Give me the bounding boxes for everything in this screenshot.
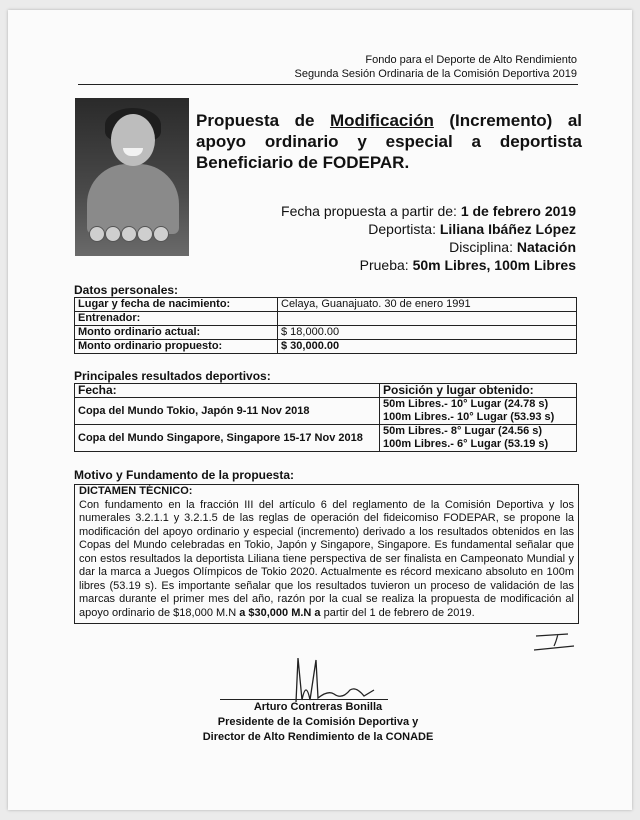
table-row: Copa del Mundo Singapore, Singapore 15-17 Nov 2018 50m Libres.- 8° Lugar (24.56 s) 100m Libres.- 6° Lugar (53.19 s) [75, 425, 577, 452]
signer-role-2: Director de Alto Rendimiento de la CONADE [202, 731, 434, 743]
header-session: Segunda Sesión Ordinaria de la Comisión Deportiva 2019 [294, 68, 577, 80]
dictamen-heading: DICTAMEN TÉCNICO: [79, 485, 193, 497]
signature-image [270, 650, 380, 706]
fecha-line: Fecha propuesta a partir de: 1 de febrero 2019 [281, 203, 576, 219]
handwritten-mark [528, 628, 578, 658]
prueba-line: Prueba: 50m Libres, 100m Libres [359, 257, 576, 273]
table-header-row: Fecha: Posición y lugar obtenido: [75, 384, 577, 398]
datos-personales-table [74, 297, 577, 354]
athlete-photo [75, 98, 189, 256]
header-organization: Fondo para el Deporte de Alto Rendimiento [365, 54, 577, 66]
title-underlined-word: Modificación [329, 111, 434, 130]
table-row: Monto ordinario actual: $ 18,000.00 [75, 326, 577, 340]
disciplina-line: Disciplina: Natación [449, 239, 576, 255]
document-header [294, 53, 577, 81]
table-row: Lugar y fecha de nacimiento: Celaya, Guanajuato. 30 de enero 1991 [75, 298, 577, 312]
header-divider [78, 84, 578, 85]
datos-personales-title: Datos personales: [74, 283, 179, 297]
table-row: Monto ordinario propuesto: $ 30,000.00 [75, 340, 577, 354]
deportista-line: Deportista: Liliana Ibáñez López [368, 221, 576, 237]
motivo-title: Motivo y Fundamento de la propuesta: [74, 468, 295, 482]
signature-block [168, 700, 468, 745]
dictamen-box [74, 484, 579, 624]
table-row: Copa del Mundo Tokio, Japón 9-11 Nov 2018 50m Libres.- 10° Lugar (24.78 s) 100m Libres.- 10° Lugar (53.93 s) [75, 398, 577, 425]
resultados-table [74, 383, 577, 452]
dictamen-text: Con fundamento en la fracción III del artículo 6 del reglamento de la Comisión Deportiva y los numerales 3.2.1.1 y 3.2.1.5 de las reglas de operación del fideicomiso FODEPAR, se propone la modificación del apoyo ordinario y especial (incremento) derivado a los resultados obtenidos en las Copas del Mundo celebradas en Tokio, Japón y Singapore, Singapore. Es fundamental señalar que con estos resultados la deportista Liliana tiene perspectiva de ser finalista en Campeonato Mundial y dar la marca a Juegos Olímpicos de Tokio 2020. Actualmente es récord mexicano absoluto en 100m libres (53.19 s). Es importante señalar que los resultados tuvieron un proceso de validación de las marcas durante el primer mes del año, razón por la cual se realiza la propuesta de modificación al apoyo ordinario de $18,000 M.N a $30,000 M.N a partir del 1 de febrero de 2019. [79, 498, 574, 619]
signer-role: Presidente de la Comisión Deportiva y [217, 716, 419, 728]
resultados-title: Principales resultados deportivos: [74, 369, 271, 383]
table-row: Entrenador: [75, 312, 577, 326]
document-title: Propuesta de Modificación (Incremento) al apoyo ordinario y especial a deportista Beneficiario de FODEPAR. [196, 111, 582, 172]
document-page [8, 10, 632, 810]
proposal-meta [281, 202, 576, 274]
signer-name: Arturo Contreras Bonilla [253, 701, 383, 713]
